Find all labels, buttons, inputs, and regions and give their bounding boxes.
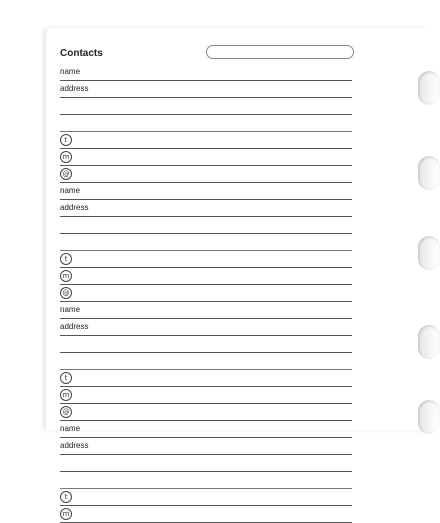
- address-label: address: [60, 203, 89, 212]
- name-row[interactable]: [60, 302, 352, 319]
- spacer-row: [60, 115, 352, 132]
- phone-icon: t: [60, 491, 72, 503]
- binder-hole: [418, 325, 440, 359]
- email-icon: @: [60, 168, 72, 180]
- contact-list: [60, 64, 352, 523]
- name-label: name: [60, 186, 81, 195]
- mobile-row[interactable]: [60, 149, 352, 166]
- spacer-row: [60, 472, 352, 489]
- mobile-icon: m: [60, 389, 72, 401]
- phone-icon: t: [60, 134, 72, 146]
- address-line-row[interactable]: [60, 98, 352, 115]
- mobile-row[interactable]: [60, 387, 352, 404]
- address-line-row[interactable]: [60, 336, 352, 353]
- name-label: name: [60, 424, 81, 433]
- mobile-icon: m: [60, 151, 72, 163]
- planner-sheet: [46, 28, 430, 518]
- address-line-row[interactable]: [60, 217, 352, 234]
- spacer-row: [60, 234, 352, 251]
- email-row[interactable]: [60, 285, 352, 302]
- phone-row[interactable]: [60, 132, 352, 149]
- binder-hole: [418, 71, 440, 105]
- address-row[interactable]: [60, 81, 352, 98]
- address-row[interactable]: [60, 200, 352, 217]
- title-field[interactable]: [206, 45, 354, 59]
- address-row[interactable]: [60, 438, 352, 455]
- mobile-row[interactable]: [60, 268, 352, 285]
- name-row[interactable]: [60, 183, 352, 200]
- name-row[interactable]: [60, 64, 352, 81]
- address-label: address: [60, 84, 89, 93]
- binder-hole: [418, 236, 440, 270]
- mobile-row[interactable]: [60, 506, 352, 523]
- name-label: name: [60, 67, 81, 76]
- binder-hole: [418, 156, 440, 190]
- address-label: address: [60, 322, 89, 331]
- email-row[interactable]: [60, 404, 352, 421]
- binder-hole: [418, 400, 440, 434]
- mobile-icon: m: [60, 508, 72, 520]
- page-title: Contacts: [60, 48, 103, 59]
- name-row[interactable]: [60, 421, 352, 438]
- phone-row[interactable]: [60, 489, 352, 506]
- name-label: name: [60, 305, 81, 314]
- phone-icon: t: [60, 253, 72, 265]
- email-icon: @: [60, 406, 72, 418]
- mobile-icon: m: [60, 270, 72, 282]
- email-row[interactable]: [60, 166, 352, 183]
- address-row[interactable]: [60, 319, 352, 336]
- email-icon: @: [60, 287, 72, 299]
- address-label: address: [60, 441, 89, 450]
- spacer-row: [60, 353, 352, 370]
- phone-row[interactable]: [60, 370, 352, 387]
- phone-icon: t: [60, 372, 72, 384]
- phone-row[interactable]: [60, 251, 352, 268]
- address-line-row[interactable]: [60, 455, 352, 472]
